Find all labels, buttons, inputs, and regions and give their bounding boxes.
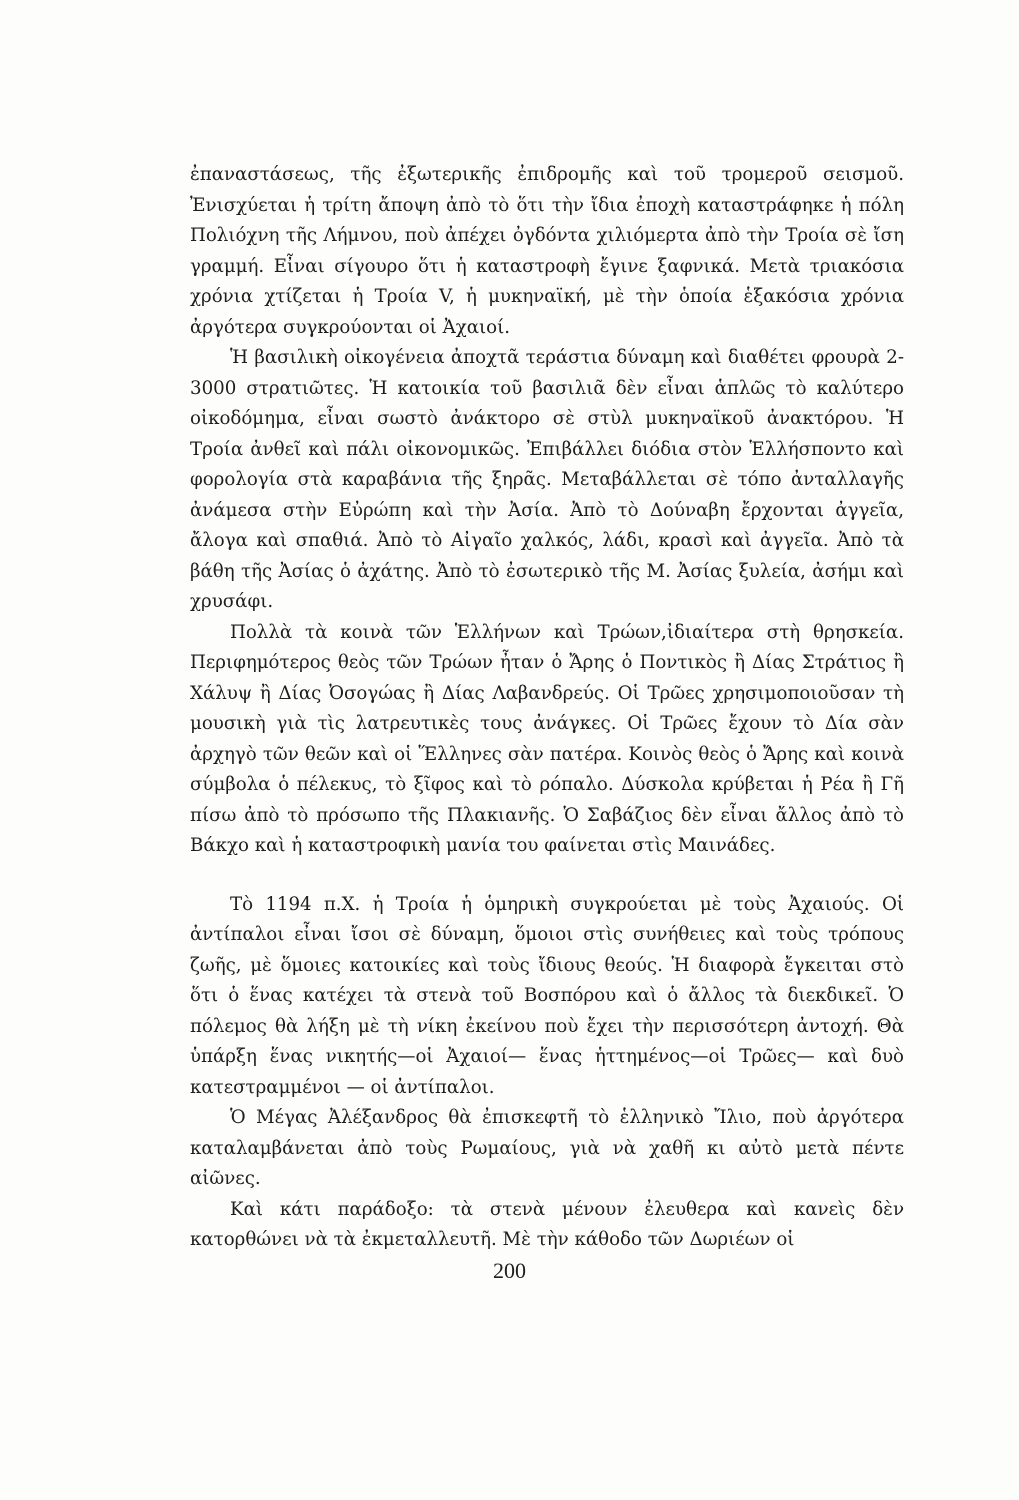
page-number: 200 bbox=[493, 1258, 526, 1283]
body-text bbox=[190, 160, 904, 1256]
paragraph-continuation: ἐπαναστάσεως, τῆς ἐξωτερικῆς ἐπιδρομῆς καὶ τοῦ τρομεροῦ σεισμοῦ. Ἐνισχύεται ἡ τρίτη ἄποψη ἀπὸ τὸ ὅτι τὴν ἴδια ἐποχὴ καταστράφηκε ἡ πόλη Πολιόχνη τῆς Λήμνου, ποὺ ἀπέχει ὀγδόντα χιλιόμερτα ἀπὸ τὴν Τροία σὲ ἴση γραμμή. Εἶναι σίγουρο ὅτι ἡ καταστροφὴ ἔγινε ξαφνικά. Μετὰ τριακόσια χρόνια χτίζεται ἡ Τροία V, ἡ μυκηναϊκή, μὲ τὴν ὁποία ἑξακόσια χρόνια ἀργότερα συγκρούονται οἱ Ἀχαιοί. bbox=[190, 164, 904, 338]
paragraph-paradox: Καὶ κάτι παράδοξο: τὰ στενὰ μένουν ἐλευθερα καὶ κανεὶς δὲν κατορθώνει νὰ τὰ ἐκμεταλλευτῆ. Μὲ τὴν κάθοδο τῶν Δωριέων οἱ bbox=[190, 1198, 904, 1250]
paragraph-war-1194: Τὸ 1194 π.Χ. ἡ Τροία ἡ ὁμηρικὴ συγκρούεται μὲ τοὺς Ἀχαιούς. Οἱ ἀντίπαλοι εἶναι ἴσοι σὲ δύναμη, ὅμοιοι στὶς συνήθειες καὶ τοὺς τρόπους ζωῆς, μὲ ὅμοιες κατοικίες καὶ τοὺς ἴδιους θεούς. Ἡ διαφορὰ ἔγκειται στὸ ὅτι ὁ ἕνας κατέχει τὰ στενὰ τοῦ Βοσπόρου καὶ ὁ ἄλλος τὰ διεκδικεῖ. Ὁ πόλεμος θὰ λήξη μὲ τὴ νίκη ἐκείνου ποὺ ἔχει τὴν περισσότερη ἀντοχή. Θὰ ὑπάρξη ἕνας νικητής—οἱ Ἀχαιοί— ἕνας ἡττημένος—οἱ Τρῶες— καὶ δυὸ κατεστραμμένοι — οἱ ἀντίπαλοι. bbox=[190, 893, 904, 1098]
paragraph-religion: Πολλὰ τὰ κοινὰ τῶν Ἑλλήνων καὶ Τρώων,ἰδιαίτερα στὴ θρησκεία. Περιφημότερος θεὸς τῶν Τρώων ἦταν ὁ Ἄρης ὁ Ποντικὸς ἢ Δίας Στράτιος ἢ Χάλυψ ἢ Δίας Ὀσογώας ἢ Δίας Λαβανδρεύς. Οἱ Τρῶες χρησιμοποιοῦσαν τὴ μουσικὴ γιὰ τὶς λατρευτικὲς τους ἀνάγκες. Οἱ Τρῶες ἔχουν τὸ Δία σὰν ἀρχηγὸ τῶν θεῶν καὶ οἱ Ἕλληνες σὰν πατέρα. Κοινὸς θεὸς ὁ Ἄρης καὶ κοινὰ σύμβολα ὁ πέλεκυς, τὸ ξῖφος καὶ τὸ ρόπαλο. Δύσκολα κρύβεται ἡ Ρέα ἢ Γῆ πίσω ἀπὸ τὸ πρόσωπο τῆς Πλακιανῆς. Ὁ Σαβάζιος δὲν εἶναι ἄλλος ἀπὸ τὸ Βάκχο καὶ ἡ καταστροφικὴ μανία του φαίνεται στὶς Μαινάδες. bbox=[190, 621, 904, 856]
paragraph-alexander: Ὁ Μέγας Ἀλέξανδρος θὰ ἐπισκεφτῆ τὸ ἑλληνικὸ Ἴλιο, ποὺ ἀργότερα καταλαμβάνεται ἀπὸ τοὺς Ρωμαίους, γιὰ νὰ χαθῆ κι αὐτὸ μετὰ πέντε αἰῶνες. bbox=[190, 1107, 904, 1189]
section-break bbox=[190, 862, 904, 890]
paragraph-royal-family: Ἡ βασιλικὴ οἰκογένεια ἀποχτᾶ τεράστια δύναμη καὶ διαθέτει φρουρὰ 2-3000 στρατιῶτες. Ἡ κατοικία τοῦ βασιλιᾶ δὲν εἶναι ἁπλῶς τὸ καλύτερο οἰκοδόμημα, εἶναι σωστὸ ἀνάκτορο σὲ στὺλ μυκηναϊκοῦ ἀνακτόρου. Ἡ Τροία ἀνθεῖ καὶ πάλι οἰκονομικῶς. Ἐπιβάλλει διόδια στὸν Ἑλλήσποντο καὶ φορολογία στὰ καραβάνια τῆς ξηρᾶς. Μεταβάλλεται σὲ τόπο ἀνταλλαγῆς ἀνάμεσα στὴν Εὐρώπη καὶ τὴν Ἀσία. Ἀπὸ τὸ Δούναβη ἔρχονται ἀγγεῖα, ἄλογα καὶ σπαθιά. Ἀπὸ τὸ Αἰγαῖο χαλκός, λάδι, κρασὶ καὶ ἀγγεῖα. Ἀπὸ τὰ βάθη τῆς Ἀσίας ὁ ἀχάτης. Ἀπὸ τὸ ἐσωτερικὸ τῆς Μ. Ἀσίας ξυλεία, ἀσήμι καὶ χρυσάφι. bbox=[190, 347, 904, 612]
